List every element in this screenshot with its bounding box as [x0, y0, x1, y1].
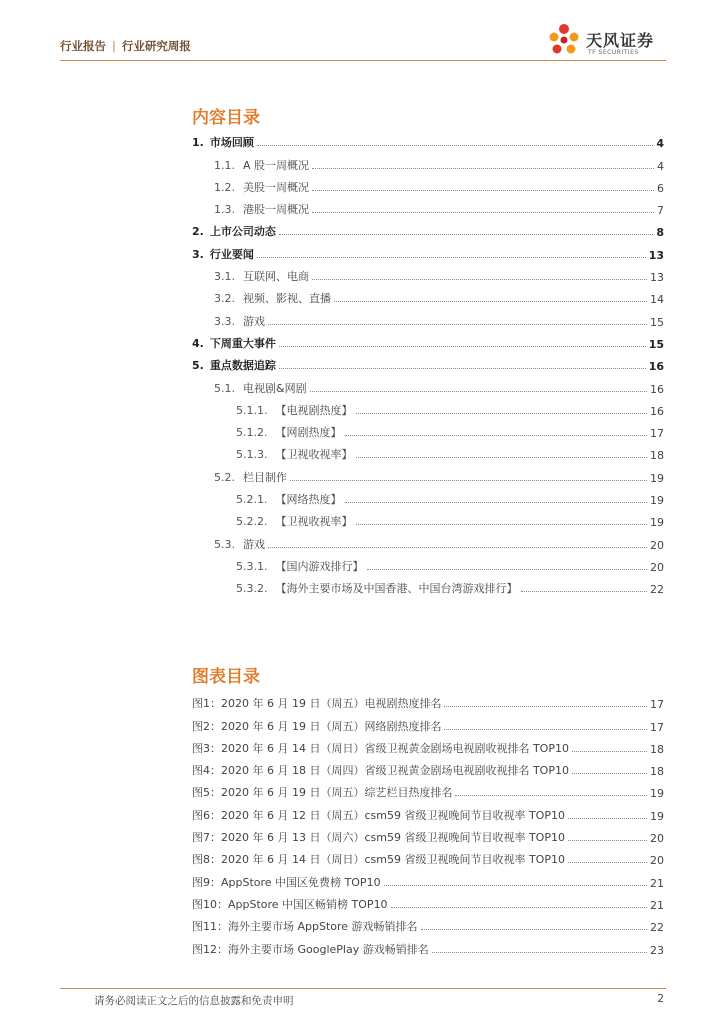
entry-label	[192, 246, 254, 262]
entry-text: 【卫视收视率】	[275, 515, 353, 529]
entry-label	[236, 513, 353, 529]
entry-number: 5.1.1.	[236, 403, 268, 417]
toc-entry[interactable]	[192, 150, 664, 172]
entry-text: 电视剧&网剧	[243, 381, 307, 395]
entry-page: 19	[650, 809, 664, 823]
entry-label	[192, 829, 565, 845]
entry-page: 18	[650, 449, 664, 463]
toc-entry[interactable]	[192, 262, 664, 284]
dot-leader	[310, 391, 647, 392]
toc-entry[interactable]	[192, 529, 664, 551]
figure-entry[interactable]	[192, 756, 664, 778]
report-header	[60, 38, 191, 54]
dot-leader	[279, 346, 646, 347]
entry-number: 1.1.	[214, 158, 235, 172]
entry-page: 20	[650, 560, 664, 574]
entry-page: 16	[648, 360, 664, 374]
entry-page: 14	[650, 293, 664, 307]
entry-label	[192, 851, 565, 867]
entry-text: 【海外主要市场及中国香港、中国台湾游戏排行】	[275, 582, 518, 596]
entry-label	[236, 402, 353, 418]
entry-number: 5.1.3.	[236, 448, 268, 462]
dot-leader	[367, 569, 648, 570]
entry-number: 5.3.	[214, 537, 235, 551]
entry-number: 5.2.2.	[236, 515, 268, 529]
entry-page: 20	[650, 538, 664, 552]
figure-entry[interactable]	[192, 912, 664, 934]
dot-leader	[444, 729, 647, 730]
company-logo	[544, 20, 664, 64]
header-subcategory: 行业研究周报	[121, 39, 191, 53]
dot-leader	[312, 190, 654, 191]
figure-entry[interactable]	[192, 800, 664, 822]
dot-leader	[356, 524, 648, 525]
figure-entry[interactable]	[192, 689, 664, 711]
entry-number: 5.2.	[214, 470, 235, 484]
entry-number: 3.2.	[214, 292, 235, 306]
dot-leader	[345, 435, 648, 436]
entry-number: 3.3.	[214, 314, 235, 328]
figure-entry[interactable]	[192, 711, 664, 733]
figure-entry[interactable]	[192, 734, 664, 756]
figure-list-title: 图表目录	[192, 667, 260, 687]
entry-text: 【国内游戏排行】	[275, 559, 364, 573]
entry-page: 21	[650, 876, 664, 890]
entry-label	[192, 874, 381, 890]
entry-label	[192, 223, 276, 239]
entry-page: 20	[650, 854, 664, 868]
entry-text: 图2：2020 年 6 月 19 日（周五）网络剧热度排名	[192, 719, 442, 733]
entry-label	[236, 446, 353, 462]
entry-page: 23	[650, 943, 664, 957]
toc-entry[interactable]	[192, 306, 664, 328]
dot-leader	[312, 168, 654, 169]
entry-text: 【网络热度】	[275, 493, 342, 507]
entry-text: 下周重大事件	[209, 336, 276, 350]
figure-entry[interactable]	[192, 823, 664, 845]
entry-page: 13	[648, 248, 664, 262]
toc-entry[interactable]	[192, 396, 664, 418]
entry-text: 市场回顾	[209, 136, 254, 150]
dot-leader	[312, 279, 647, 280]
entry-label	[214, 157, 309, 173]
entry-text: 上市公司动态	[209, 225, 276, 239]
dot-leader	[521, 591, 648, 592]
entry-label	[192, 941, 429, 957]
brand-name: 天风证券	[586, 31, 655, 50]
entry-page: 19	[650, 516, 664, 530]
entry-text: 图7：2020 年 6 月 13 日（周六）csm59 省级卫视晚间节目收视率 TOP10	[192, 831, 565, 845]
figure-entry[interactable]	[192, 845, 664, 867]
figure-list	[192, 689, 664, 957]
entry-text: 图3：2020 年 6 月 14 日（周日）省级卫视黄金剧场电视剧收视排名 TOP10	[192, 741, 569, 755]
dot-leader	[257, 257, 646, 258]
toc-entry[interactable]	[192, 239, 664, 261]
toc-entry[interactable]	[192, 440, 664, 462]
entry-page: 18	[650, 765, 664, 779]
toc-entry[interactable]	[192, 507, 664, 529]
entry-number: 5.1.	[214, 381, 235, 395]
entry-text: 游戏	[243, 314, 265, 328]
entry-label	[192, 896, 388, 912]
entry-number: 5.	[192, 359, 204, 373]
entry-number: 1.2.	[214, 180, 235, 194]
entry-number: 5.1.2.	[236, 426, 268, 440]
entry-page: 19	[650, 471, 664, 485]
toc-entry[interactable]	[192, 128, 664, 150]
entry-number: 4.	[192, 336, 204, 350]
entry-label	[192, 784, 452, 800]
entry-text: 栏目制作	[243, 470, 287, 484]
entry-page: 17	[650, 698, 664, 712]
entry-label	[192, 762, 569, 778]
footer-rule	[60, 988, 666, 989]
dot-leader	[268, 547, 647, 548]
entry-page: 16	[650, 382, 664, 396]
figure-entry[interactable]	[192, 867, 664, 889]
dot-leader	[572, 773, 647, 774]
entry-label	[214, 380, 307, 396]
entry-text: 图6：2020 年 6 月 12 日（周五）csm59 省级卫视晚间节目收视率 TOP10	[192, 808, 565, 822]
entry-label	[236, 580, 518, 596]
dot-leader	[279, 368, 646, 369]
header-separator: |	[112, 39, 116, 53]
entry-label	[214, 268, 309, 284]
entry-page: 4	[656, 137, 664, 151]
dot-leader	[345, 502, 648, 503]
toc-entry[interactable]	[192, 485, 664, 507]
entry-number: 1.	[192, 136, 204, 150]
entry-label	[192, 335, 276, 351]
entry-label	[192, 134, 254, 150]
entry-page: 19	[650, 494, 664, 508]
entry-label	[236, 424, 342, 440]
entry-number: 2.	[192, 225, 204, 239]
toc-entry[interactable]	[192, 195, 664, 217]
entry-text: 图4：2020 年 6 月 18 日（周四）省级卫视黄金剧场电视剧收视排名 TOP10	[192, 764, 569, 778]
entry-text: 【电视剧热度】	[275, 403, 353, 417]
dot-leader	[334, 301, 647, 302]
entry-text: A 股一周概况	[243, 158, 310, 172]
figure-entry[interactable]	[192, 890, 664, 912]
entry-text: 游戏	[243, 537, 265, 551]
toc-entry[interactable]	[192, 173, 664, 195]
entry-text: 图12：海外主要市场 GooglePlay 游戏畅销排名	[192, 942, 429, 956]
toc-list	[192, 128, 664, 596]
dot-leader	[568, 840, 647, 841]
dot-leader	[444, 706, 647, 707]
entry-page: 17	[650, 720, 664, 734]
entry-text: 图1：2020 年 6 月 19 日（周五）电视剧热度排名	[192, 697, 442, 711]
entry-page: 6	[657, 181, 664, 195]
entry-page: 21	[650, 898, 664, 912]
entry-text: 图8：2020 年 6 月 14 日（周日）csm59 省级卫视晚间节目收视率 TOP10	[192, 853, 565, 867]
entry-label	[192, 740, 569, 756]
entry-text: 视频、影视、直播	[243, 292, 331, 306]
entry-page: 19	[650, 787, 664, 801]
entry-text: 图5：2020 年 6 月 19 日（周五）综艺栏目热度排名	[192, 786, 453, 800]
entry-number: 5.3.2.	[236, 582, 268, 596]
toc-entry[interactable]	[192, 284, 664, 306]
toc-entry[interactable]	[192, 329, 664, 351]
toc-entry[interactable]	[192, 574, 664, 596]
entry-text: 重点数据追踪	[209, 359, 276, 373]
entry-label	[214, 290, 331, 306]
dot-leader	[257, 145, 654, 146]
footer-disclaimer: 请务必阅读正文之后的信息披露和免责申明	[94, 995, 294, 1007]
entry-page: 17	[650, 427, 664, 441]
dot-leader	[432, 952, 647, 953]
entry-text: 【网剧热度】	[275, 426, 342, 440]
entry-page: 20	[650, 832, 664, 846]
dot-leader	[572, 751, 647, 752]
entry-label	[236, 558, 364, 574]
entry-page: 22	[650, 921, 664, 935]
figure-entry[interactable]	[192, 778, 664, 800]
entry-number: 3.	[192, 247, 204, 261]
entry-page: 4	[657, 159, 664, 173]
entry-label	[192, 718, 441, 734]
dot-leader	[421, 929, 647, 930]
figure-entry[interactable]	[192, 934, 664, 956]
dot-leader	[356, 413, 648, 414]
entry-text: 图10：AppStore 中国区畅销榜 TOP10	[192, 897, 388, 911]
entry-page: 15	[648, 337, 664, 351]
entry-page: 15	[650, 315, 664, 329]
dot-leader	[268, 324, 647, 325]
dot-leader	[568, 818, 647, 819]
page-number: 2	[657, 993, 664, 1005]
toc-title: 内容目录	[192, 108, 260, 128]
entry-number: 5.2.1.	[236, 493, 268, 507]
toc-entry[interactable]	[192, 462, 664, 484]
entry-label	[214, 179, 309, 195]
entry-label	[214, 469, 287, 485]
toc-entry[interactable]	[192, 351, 664, 373]
toc-entry[interactable]	[192, 373, 664, 395]
dot-leader	[384, 885, 647, 886]
flower-logo-icon	[544, 20, 584, 60]
entry-label	[192, 695, 441, 711]
toc-entry[interactable]	[192, 418, 664, 440]
entry-text: 港股一周概况	[243, 203, 309, 217]
entry-text: 行业要闻	[209, 247, 254, 261]
brand-name-en: TF SECURITIES	[588, 49, 639, 56]
entry-number: 1.3.	[214, 203, 235, 217]
entry-text: 互联网、电商	[243, 270, 309, 284]
dot-leader	[356, 457, 648, 458]
toc-entry[interactable]	[192, 552, 664, 574]
entry-text: 【卫视收视率】	[275, 448, 353, 462]
dot-leader	[279, 234, 654, 235]
entry-label	[192, 807, 565, 823]
entry-page: 7	[657, 204, 664, 218]
entry-page: 22	[650, 583, 664, 597]
entry-text: 图11：海外主要市场 AppStore 游戏畅销排名	[192, 920, 418, 934]
entry-label	[214, 201, 309, 217]
entry-label	[214, 536, 265, 552]
entry-number: 3.1.	[214, 270, 235, 284]
entry-number: 5.3.1.	[236, 559, 268, 573]
entry-label	[214, 313, 265, 329]
entry-page: 18	[650, 742, 664, 756]
entry-label	[192, 918, 418, 934]
entry-page: 8	[656, 226, 664, 240]
entry-page: 13	[650, 271, 664, 285]
entry-text: 图9：AppStore 中国区免费榜 TOP10	[192, 875, 381, 889]
dot-leader	[391, 907, 647, 908]
dot-leader	[312, 212, 654, 213]
header-category: 行业报告	[60, 39, 106, 53]
entry-label	[236, 491, 342, 507]
dot-leader	[568, 862, 647, 863]
dot-leader	[455, 795, 647, 796]
dot-leader	[290, 480, 647, 481]
entry-text: 美股一周概况	[243, 180, 309, 194]
header-rule	[60, 60, 666, 61]
toc-entry[interactable]	[192, 217, 664, 239]
entry-label	[192, 357, 276, 373]
entry-page: 16	[650, 404, 664, 418]
